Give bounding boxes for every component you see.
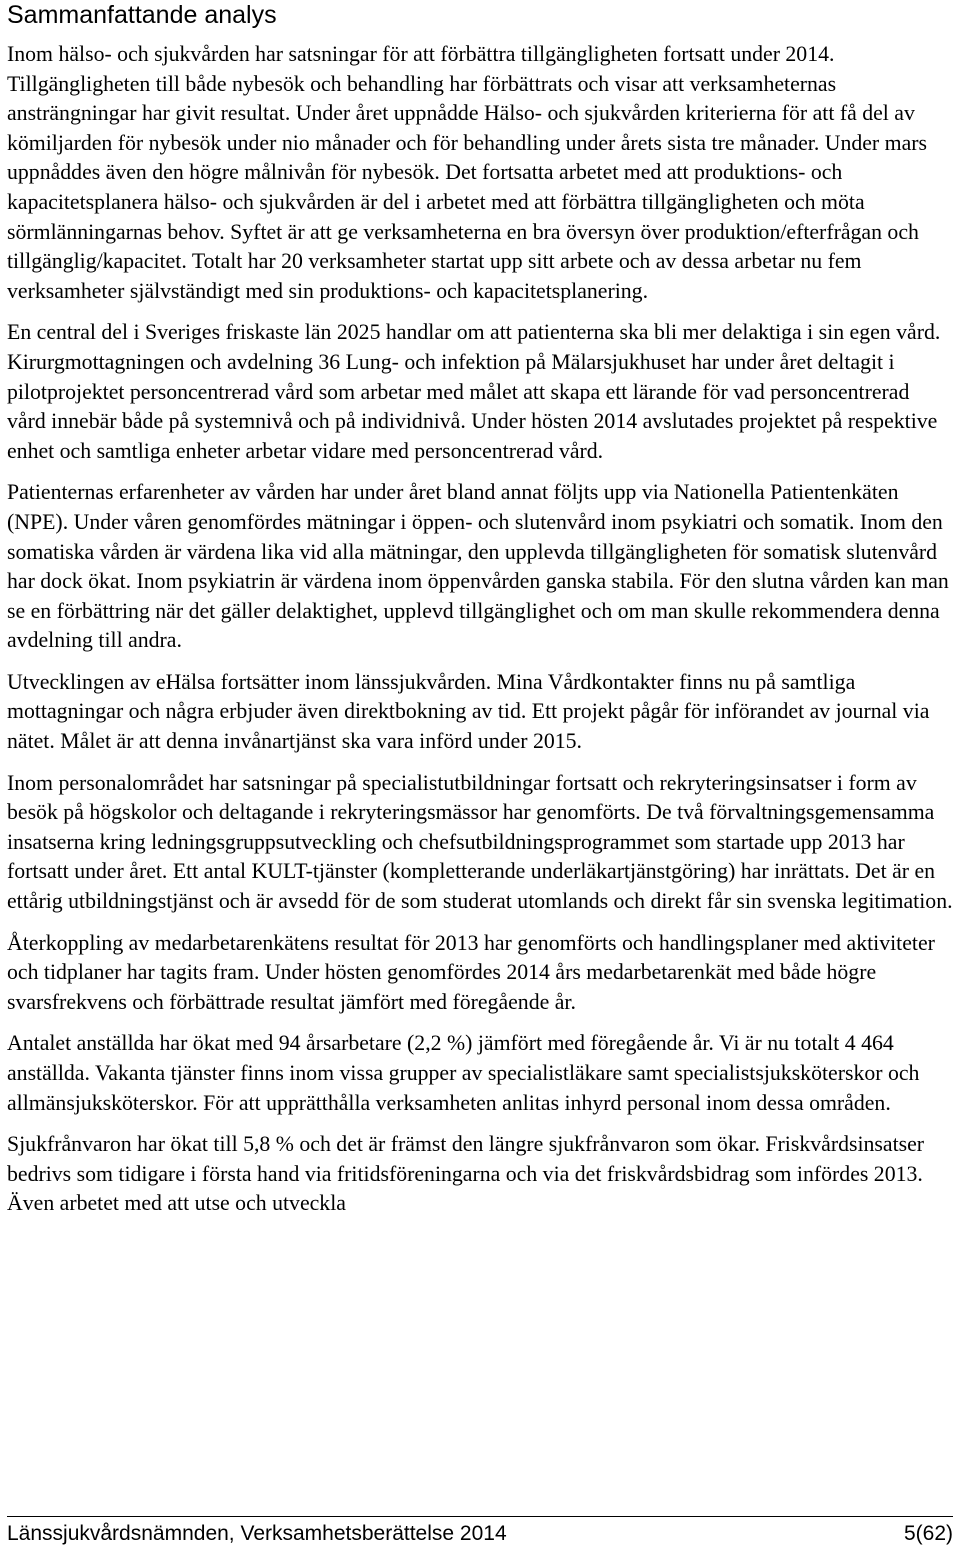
document-page (7, 0, 953, 1231)
footer-document-title: Länssjukvårdsnämnden, Verksamhetsberättelse 2014 (7, 1522, 507, 1545)
paragraph-anstallda: Antalet anställda har ökat med 94 årsarbetare (2,2 %) jämfört med föregående år. Vi är nu totalt 4 464 anställda. Vakanta tjänster finns inom vissa grupper av specialistläkare samt specialistsjuksköterskor och allmänsjuksköterskor. För att upprätthålla verksamheten anlitas inhyrd personal inom dessa områden. (7, 1031, 920, 1115)
page-footer (7, 1521, 953, 1547)
footer-page-number: 5(62) (903, 1522, 953, 1545)
paragraph-sjukfranvaro: Sjukfrånvaron har ökat till 5,8 % och det är främst den längre sjukfrånvaron som ökar. Friskvårdsinsatser bedrivs som tidigare i första hand via fritidsföreningarna och via det friskvårdsbidrag som infördes 2013. Även arbetet med att utse och utveckla (7, 1132, 925, 1216)
paragraph-personcentrerad-vard: En central del i Sveriges friskaste län 2025 handlar om att patienterna ska bli mer delaktiga i sin egen vård. Kirurgmottagningen och avdelning 36 Lung- och infektion på Mälarsjukhuset har under året deltagit i pilotprojektet personcentrerad vård som arbetar med målet att skapa ett lärande för vad personcentrerad vård innebär både på systemnivå och på individnivå. Under hösten 2014 avslutades projektet på respektive enhet och samtliga enheter arbetar vidare med personcentrerad vård. (7, 320, 941, 463)
footer-divider (7, 1516, 953, 1517)
paragraph-personalomradet: Inom personalområdet har satsningar på specialistutbildningar fortsatt och rekryteringsinsatser i form av besök på högskolor och deltagande i rekryteringsmässor har genomförts. De två förvaltningsgemensamma insatserna kring ledningsgruppsutveckling och chefsutbildningsprogrammet som startade upp 2013 har fortsatt under året. Ett antal KULT-tjänster (kompletterande underläkartjänstgöring) har inrättats. Det är en ettårig utbildningstjänst och är avsedd för de som studerat utomlands och direkt får sin svenska legitimation. (7, 770, 953, 914)
paragraph-medarbetarenkat: Återkoppling av medarbetarenkätens resultat för 2013 har genomförts och handlingsplaner med aktiviteter och tidplaner har tagits fram. Under hösten genomfördes 2014 års medarbetarenkät med både högre svarsfrekvens och förbättrade resultat jämfört med föregående år. (7, 930, 935, 1014)
paragraph-tillganglighet: Inom hälso- och sjukvården har satsningar för att förbättra tillgängligheten fortsatt under 2014. Tillgängligheten till både nybesök och behandling har förbättrats och visar att verksamheternas ansträngningar har givit resultat. Under året uppnådde Hälso- och sjukvården kriterierna för att få del av kömiljarden för nybesök under nio månader och för behandling under årets sista tre månader. Under mars uppnåddes även den högre målnivån för nybesök. Det fortsatta arbetet med att produktions- och kapacitetsplanera hälso- och sjukvården är del i arbetet med att förbättra tillgängligheten och möta sörmlänningarnas behov. Syftet är att ge verksamheterna en bra översyn över produktion/efterfrågan och tillgänglig/kapacitet. Totalt har 20 verksamheter startat upp sitt arbete och av dessa arbetar nu fem verksamheter självständigt med sin produktions- och kapacitetsplanering. (7, 42, 928, 303)
section-heading: Sammanfattande analys (7, 1, 277, 29)
paragraph-ehalsa: Utvecklingen av eHälsa fortsätter inom länssjukvården. Mina Vårdkontakter finns nu på samtliga mottagningar och några erbjuder även direktbokning av tid. Ett projekt pågår för införandet av journal via nätet. Målet är att denna invånartjänst ska vara införd under 2015. (7, 669, 930, 754)
paragraph-patientenkaten: Patienternas erfarenheter av vården har under året bland annat följts upp via Nationella Patientenkäten (NPE). Under våren genomfördes mätningar i öppen- och slutenvård inom psykiatri och somatik. Inom den somatiska vården är värdena lika vid alla mätningar, den upplevda tillgängligheten för somatisk slutenvård har dock ökat. Inom psykiatrin är värdena inom öppenvården ganska stabila. För den slutna vården kan man se en förbättring när det gäller delaktighet, upplevd tillgänglighet och om man skulle rekommendera denna avdelning till andra. (7, 480, 949, 653)
